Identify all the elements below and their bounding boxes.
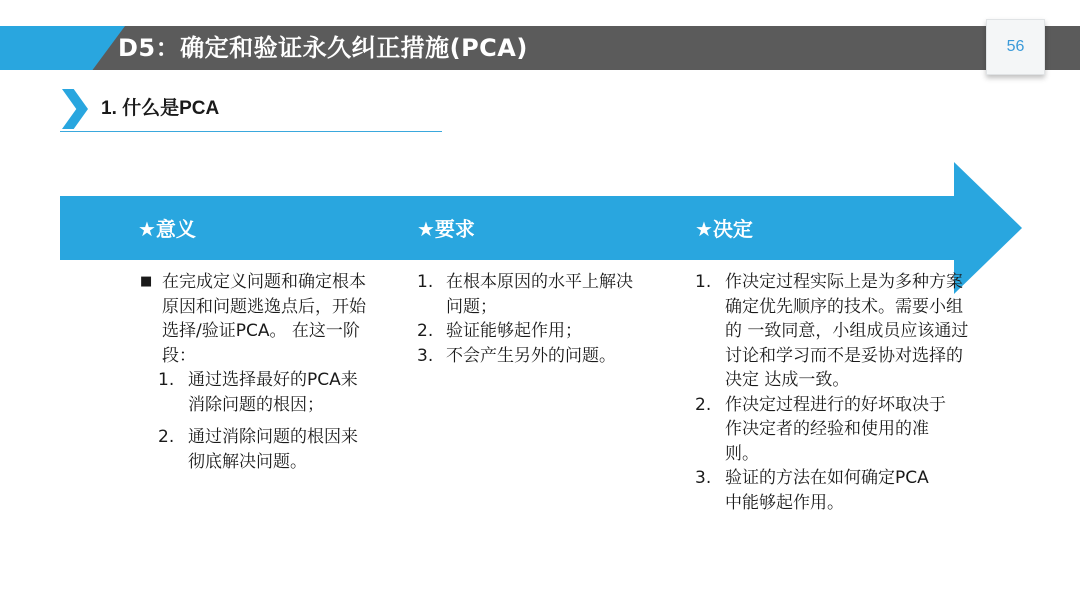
chevron-right-icon bbox=[62, 89, 88, 129]
list-text: 通过选择最好的PCA来消除问题的根因； bbox=[188, 370, 358, 415]
list-number: 2. bbox=[158, 427, 175, 447]
list-text: 在根本原因的水平上解决问题； bbox=[446, 272, 633, 317]
list-item bbox=[695, 466, 985, 515]
square-bullet-icon: ■ bbox=[140, 274, 153, 289]
arrow-label-requirements: ★要求 bbox=[417, 217, 475, 241]
list-item bbox=[695, 393, 985, 467]
list-text: 作决定过程实际上是为多种方案确定优先顺序的技术。需要小组的 一致同意，小组成员应该通过讨论和学习而不是妥协对选择的决定 达成一致。 bbox=[725, 272, 969, 390]
list-item bbox=[417, 270, 647, 319]
arrow-label-decision: ★决定 bbox=[695, 217, 753, 241]
list-number: 1. bbox=[695, 272, 712, 292]
list-number: 2. bbox=[695, 394, 712, 415]
slide-title: D5：确定和验证永久纠正措施(PCA) bbox=[118, 34, 528, 62]
bullet-text: 在完成定义问题和确定根本原因和问题逃逸点后，开始选择/验证PCA。 在这一阶段： bbox=[162, 272, 366, 366]
list-text: 不会产生另外的问题。 bbox=[446, 345, 616, 366]
list-number: 2. bbox=[417, 321, 434, 341]
list-text: 验证能够起作用； bbox=[446, 321, 582, 341]
arrow-label-meaning: ★意义 bbox=[138, 217, 196, 241]
column-meaning bbox=[140, 270, 372, 474]
list-number: 1. bbox=[158, 370, 175, 390]
list-text: 作决定过程进行的好坏取决于作决定者的经验和使用的准则。 bbox=[725, 394, 946, 464]
list-item bbox=[417, 344, 647, 369]
section-underline bbox=[60, 131, 442, 132]
list-number: 3. bbox=[695, 468, 712, 488]
bullet-item bbox=[140, 270, 372, 368]
list-item bbox=[158, 368, 372, 417]
list-item bbox=[695, 270, 985, 393]
list-number: 1. bbox=[417, 272, 434, 292]
page-number: 56 bbox=[986, 19, 1045, 75]
title-bar bbox=[0, 26, 1080, 70]
meaning-list bbox=[140, 368, 372, 474]
list-item bbox=[417, 319, 647, 344]
list-number: 3. bbox=[417, 345, 434, 366]
column-decision bbox=[695, 270, 985, 515]
section-title: 1. 什么是PCA bbox=[101, 98, 220, 119]
column-requirements bbox=[417, 270, 647, 368]
list-text: 通过消除问题的根因来彻底解决问题。 bbox=[188, 427, 358, 472]
list-text: 验证的方法在如何确定PCA中能够起作用。 bbox=[725, 468, 929, 513]
title-accent-shape bbox=[0, 26, 125, 70]
list-item bbox=[158, 425, 372, 474]
